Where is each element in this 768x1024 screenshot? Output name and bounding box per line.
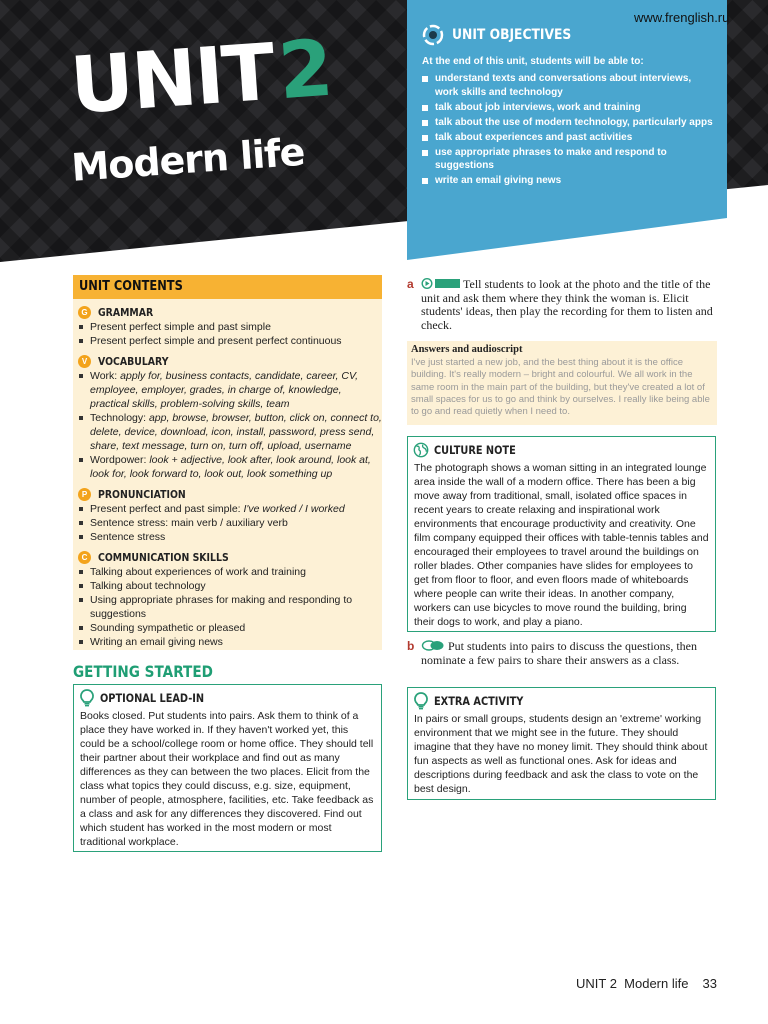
objectives-intro: At the end of this unit, students will be able to: (422, 56, 644, 67)
extra-activity-title: EXTRA ACTIVITY (434, 694, 524, 708)
lead-in-text: Books closed. Put students into pairs. Ask them to think of a place they have worked in. If they haven't worked yet, this could be a school/college room or home office. They should tell their partner about their workplace and find out as many differences as they can between the two places. Elicit from the class what topics they could discuss, e.g. size, equipment, number of people, atmosphere, facilities, etc. Take feedback as a class and ask for any differences they discovered. Find out which student has worked in the most modern or most traditional workplace. (80, 710, 374, 848)
pronunciation-badge-icon: P (78, 488, 91, 501)
vocab-work-terms: apply for, business contacts, candidate, career, CV, employee, employer, grades, in charge of, knowledge, practical skills, problem-solving skills, team (90, 370, 359, 410)
unit-objectives-panel (407, 16, 727, 259)
list-item: Present perfect simple and present perfect continuous (78, 334, 382, 348)
vocab-work-prefix: Work: (90, 370, 121, 382)
answers-heading: Answers and audioscript (411, 344, 523, 355)
list-item: Sentence stress: main verb / auxiliary verb (78, 516, 382, 530)
unit-title (67, 23, 336, 132)
optional-lead-in-box (73, 684, 382, 852)
list-item: talk about experiences and past activities (422, 131, 717, 145)
pron-item1-terms: I've worked / I worked (243, 503, 345, 515)
communication-heading: COMMUNICATION SKILLS (98, 550, 229, 564)
list-item: Sounding sympathetic or pleased (78, 621, 382, 635)
culture-note-box (407, 436, 716, 632)
list-item (78, 453, 382, 481)
footer-label: UNIT 2 Modern life (576, 976, 689, 991)
step-b-text: Put students into pairs to discuss the questions, then nominate a few pairs to share their answers as a class. (421, 639, 697, 667)
communication-badge-icon: C (78, 551, 91, 564)
site-url[interactable]: www.frenglish.ru (634, 10, 730, 25)
vocabulary-badge-icon: V (78, 355, 91, 368)
list-item: Talking about experiences of work and training (78, 565, 382, 579)
list-item (78, 411, 382, 453)
list-item: Sentence stress (78, 530, 382, 544)
globe-icon (413, 441, 429, 459)
step-a-letter: a (407, 277, 414, 291)
vocab-tech-terms: app, browse, browser, button, click on, connect to, delete, device, download, icon, install, password, press send, share, text message, turn on, turn off, upload, username (90, 412, 382, 452)
list-item: Talking about technology (78, 579, 382, 593)
grammar-section (78, 304, 382, 348)
step-a-text: Tell students to look at the photo and the title of the unit and ask them where they think the woman is. Elicit students' ideas, then play the recording for them to listen and check. (421, 277, 713, 332)
step-b-letter: b (407, 639, 415, 653)
list-item (78, 369, 382, 411)
page-footer (576, 976, 717, 991)
list-item: Writing an email giving news (78, 635, 382, 649)
lightbulb-icon (413, 692, 429, 710)
list-item: talk about the use of modern technology, particularly apps (422, 116, 717, 130)
list-item: understand texts and conversations about interviews, work skills and technology (422, 72, 717, 99)
list-item: talk about job interviews, work and training (422, 101, 717, 115)
objectives-heading: UNIT OBJECTIVES (452, 27, 572, 43)
extra-activity-text: In pairs or small groups, students design an 'extreme' working environment that we might see in the future. They should imagine that they have no money limit. They should think about fun aspects as well as functional ones. Ask for ideas and descriptions during feedback and ask the class to vote on the best design. (414, 713, 708, 795)
answers-text: I've just started a new job, and the best thing about it is the office building. It's really modern – bright and colourful. We all work in the same room in the main part of the building, but they've created a lot of small spaces for us to go and think by ourselves. I really like being able to go and read quietly when I need to. (411, 357, 710, 418)
answers-audioscript-box (407, 341, 717, 425)
list-item (78, 502, 382, 516)
unit-contents-heading: UNIT CONTENTS (79, 279, 183, 294)
step-b (407, 640, 717, 682)
vocabulary-heading: VOCABULARY (98, 354, 169, 368)
vocab-wordpower-terms: look + adjective, look after, look around, look at, look for, look forward to, look out, look something up (90, 454, 371, 480)
list-item: use appropriate phrases to make and respond to suggestions (422, 146, 717, 173)
list-item: write an email giving news (422, 174, 717, 188)
pair-work-icon (421, 640, 445, 651)
target-icon (422, 24, 444, 46)
pronunciation-section (78, 486, 382, 544)
lead-in-title: OPTIONAL LEAD-IN (100, 691, 205, 705)
vocab-wordpower-prefix: Wordpower: (90, 454, 150, 466)
audio-play-icon[interactable] (421, 278, 461, 289)
culture-note-title: CULTURE NOTE (434, 443, 516, 457)
list-item: Present perfect simple and past simple (78, 320, 382, 334)
grammar-heading: GRAMMAR (98, 305, 154, 319)
audio-track-label: 1.19 (440, 279, 455, 289)
getting-started-heading: GETTING STARTED (73, 662, 213, 681)
unit-word: UNIT (67, 27, 277, 132)
extra-activity-box (407, 687, 716, 800)
pron-item1-prefix: Present perfect and past simple: (90, 503, 244, 515)
culture-note-text: The photograph shows a woman sitting in an integrated lounge area inside the wall of a modern office. There has been a big move away from traditional, small, isolated office spaces in recent years to create relaxing and inspirational work environments that encourage productivity and creativity. One film company equipped their offices with table-tennis tables and encouraged their employees to travel around the buildings on roller blades. Other companies have slides for employees to get from floor to floor, and even floors made of whiteboards where people can write their ideas. In another company, workers can use bicycles to move round the building, bring their dogs to work, and play a piano. (414, 462, 709, 628)
pronunciation-heading: PRONUNCIATION (98, 487, 186, 501)
objectives-header (422, 24, 588, 46)
communication-section (78, 549, 382, 649)
objectives-list (422, 72, 717, 189)
unit-number: 2 (275, 23, 336, 118)
grammar-badge-icon: G (78, 306, 91, 319)
page-number: 33 (702, 976, 717, 991)
unit-contents-header (73, 275, 382, 299)
vocabulary-section (78, 353, 382, 481)
unit-contents-box (73, 275, 382, 650)
vocab-tech-prefix: Technology: (90, 412, 149, 424)
lightbulb-icon (79, 689, 95, 707)
unit-subtitle: Modern life (70, 129, 306, 190)
step-a (407, 278, 717, 338)
list-item: Using appropriate phrases for making and responding to suggestions (78, 593, 382, 621)
